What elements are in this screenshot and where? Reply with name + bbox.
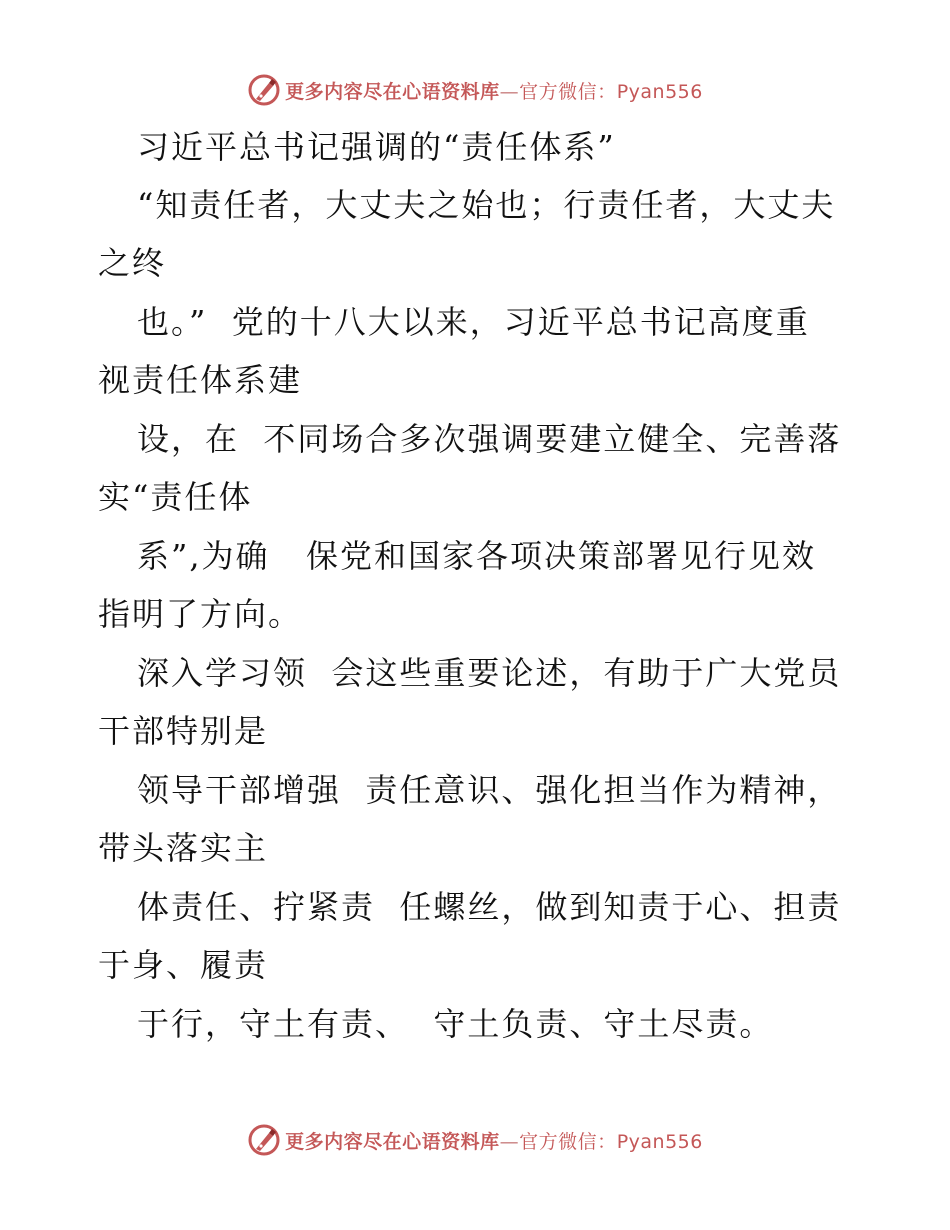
paragraph-line: 视责任体系建 — [98, 361, 303, 399]
paragraph-line: 干部特别是 — [98, 712, 269, 750]
fountain-pen-circle-icon — [247, 73, 281, 107]
paragraph-line: 带头落实主 — [98, 829, 269, 867]
header-banner-text — [285, 77, 703, 104]
paragraph-line: 实“责任体 — [98, 478, 253, 516]
paragraph-line: 系”,为确 保党和国家各项决策部署见行见效 — [137, 537, 817, 575]
banner-dash: — — [499, 80, 520, 103]
banner-official: 官方微信： — [519, 80, 617, 103]
paragraph-line: “知责任者，大丈夫之始也；行责任者，大丈夫 — [137, 186, 836, 224]
paragraph-line: 领导干部增强 责任意识、强化担当作为精神， — [137, 771, 842, 809]
footer-banner-text — [285, 1127, 703, 1154]
paragraph-line: 习近平总书记强调的“责任体系” — [137, 128, 616, 166]
header-banner — [0, 70, 950, 110]
banner-dash: — — [499, 1130, 520, 1153]
paragraph-line: 体责任、拧紧责 任螺丝，做到知责于心、担责 — [137, 888, 842, 926]
paragraph-line: 也。” 党的十八大以来，习近平总书记高度重 — [137, 303, 810, 341]
paragraph-line: 设，在 不同场合多次强调要建立健全、完善落 — [137, 420, 842, 458]
banner-wechat-id: Pyan556 — [616, 80, 703, 103]
paragraph-line: 于身、履责 — [98, 946, 269, 984]
paragraph-line: 于行，守土有责、 守土负责、守土尽责。 — [137, 1005, 774, 1043]
banner-brand: 更多内容尽在心语资料库 — [285, 1130, 500, 1153]
paragraph-line: 指明了方向。 — [98, 595, 303, 633]
footer-banner — [0, 1120, 950, 1160]
banner-brand: 更多内容尽在心语资料库 — [285, 80, 500, 103]
fountain-pen-circle-icon — [247, 1123, 281, 1157]
banner-official: 官方微信： — [519, 1130, 617, 1153]
paragraph-line: 之终 — [98, 244, 167, 282]
banner-wechat-id: Pyan556 — [616, 1130, 703, 1153]
paragraph-line: 深入学习领 会这些重要论述，有助于广大党员 — [137, 654, 842, 692]
